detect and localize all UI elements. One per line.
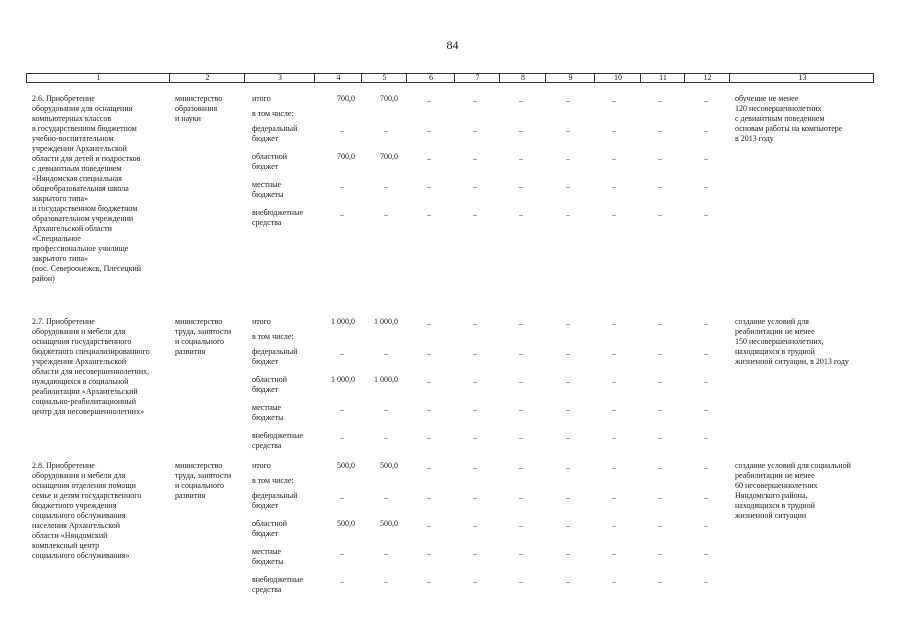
header-separator <box>640 74 641 82</box>
dash-col-7: – <box>473 521 477 530</box>
dash-col-11: – <box>658 126 662 135</box>
dash-col-6: – <box>427 577 431 586</box>
dash-col-12: – <box>704 577 708 586</box>
dash-col-5: – <box>384 405 388 414</box>
dash-col-6: – <box>427 182 431 191</box>
dash-col-5: – <box>384 210 388 219</box>
dash-col-12: – <box>704 319 708 328</box>
dash-col-11: – <box>658 182 662 191</box>
dash-col-5: – <box>384 349 388 358</box>
amount-col-4: 1 000,0 <box>331 375 355 384</box>
dash-col-11: – <box>658 521 662 530</box>
header-col-3: 3 <box>278 73 282 82</box>
dash-col-10: – <box>612 433 616 442</box>
dash-col-8: – <box>519 521 523 530</box>
amount-col-5: 1 000,0 <box>374 375 398 384</box>
dash-col-10: – <box>612 493 616 502</box>
dash-col-12: – <box>704 349 708 358</box>
header-col-6: 6 <box>429 73 433 82</box>
dash-col-9: – <box>566 154 570 163</box>
dash-col-4: – <box>340 349 344 358</box>
amount-col-5: 700,0 <box>380 152 398 161</box>
funding-source-regional: областной бюджет <box>252 519 288 538</box>
dash-col-10: – <box>612 549 616 558</box>
dash-col-9: – <box>566 182 570 191</box>
dash-col-7: – <box>473 96 477 105</box>
funding-source-extra: внебюджетные средства <box>252 208 303 227</box>
dash-col-7: – <box>473 549 477 558</box>
dash-col-8: – <box>519 210 523 219</box>
dash-col-4: – <box>340 126 344 135</box>
dash-col-9: – <box>566 210 570 219</box>
dash-col-7: – <box>473 377 477 386</box>
dash-col-12: – <box>704 182 708 191</box>
dash-col-10: – <box>612 210 616 219</box>
dash-col-8: – <box>519 433 523 442</box>
dash-col-12: – <box>704 493 708 502</box>
dash-col-7: – <box>473 210 477 219</box>
header-separator <box>545 74 546 82</box>
dash-col-5: – <box>384 126 388 135</box>
amount-col-5: 1 000,0 <box>374 317 398 326</box>
dash-col-10: – <box>612 349 616 358</box>
dash-col-9: – <box>566 493 570 502</box>
dash-col-9: – <box>566 377 570 386</box>
header-separator <box>729 74 730 82</box>
dash-col-7: – <box>473 319 477 328</box>
dash-col-6: – <box>427 210 431 219</box>
dash-col-12: – <box>704 463 708 472</box>
dash-col-5: – <box>384 549 388 558</box>
dash-col-11: – <box>658 210 662 219</box>
amount-col-5: 700,0 <box>380 94 398 103</box>
dash-col-7: – <box>473 433 477 442</box>
dash-col-8: – <box>519 182 523 191</box>
funding-source-federal: федеральный бюджет <box>252 347 298 366</box>
funding-source-local: местные бюджеты <box>252 547 284 566</box>
dash-col-9: – <box>566 405 570 414</box>
dash-col-12: – <box>704 154 708 163</box>
dash-col-10: – <box>612 182 616 191</box>
dash-col-6: – <box>427 96 431 105</box>
dash-col-10: – <box>612 126 616 135</box>
dash-col-7: – <box>473 463 477 472</box>
dash-col-9: – <box>566 349 570 358</box>
measure-title: 2.7. Приобретение оборудования и мебели для оснащения государственного бюджетного специализированного учреждения Архангельской области для несовершеннолетних, нуждающихся в социальной реабилитации «Архангельский социально-реабилитационный центр для несовершеннолетних» <box>32 317 150 416</box>
dash-col-7: – <box>473 154 477 163</box>
dash-col-7: – <box>473 405 477 414</box>
dash-col-6: – <box>427 463 431 472</box>
dash-col-9: – <box>566 433 570 442</box>
dash-col-10: – <box>612 405 616 414</box>
dash-col-12: – <box>704 433 708 442</box>
funding-source-extra: внебюджетные средства <box>252 575 303 594</box>
funding-source-regional: областной бюджет <box>252 152 288 171</box>
dash-col-9: – <box>566 521 570 530</box>
measure-title: 2.8. Приобретение оборудования и мебели для оснащения отделения помощи семье и детям государственного бюджетного учреждения социального обслуживания населения Архангельской области «Няндомский комплексный центр социального обслуживания» <box>32 461 142 560</box>
dash-col-5: – <box>384 182 388 191</box>
dash-col-12: – <box>704 377 708 386</box>
header-separator <box>314 74 315 82</box>
dash-col-10: – <box>612 377 616 386</box>
header-col-5: 5 <box>382 73 387 82</box>
funding-source-incl: в том числе: <box>252 109 294 118</box>
dash-col-8: – <box>519 493 523 502</box>
dash-col-12: – <box>704 549 708 558</box>
amount-col-5: 500,0 <box>380 461 398 470</box>
dash-col-8: – <box>519 463 523 472</box>
dash-col-5: – <box>384 493 388 502</box>
dash-col-10: – <box>612 96 616 105</box>
funding-source-incl: в том числе: <box>252 332 294 341</box>
dash-col-6: – <box>427 319 431 328</box>
header-col-2: 2 <box>205 73 210 82</box>
dash-col-11: – <box>658 549 662 558</box>
dash-col-8: – <box>519 577 523 586</box>
amount-col-4: 500,0 <box>337 519 355 528</box>
header-separator <box>684 74 685 82</box>
header-col-8: 8 <box>521 73 525 82</box>
header-col-4: 4 <box>336 73 341 82</box>
column-number-header <box>26 73 874 83</box>
funding-source-regional: областной бюджет <box>252 375 288 394</box>
dash-col-7: – <box>473 182 477 191</box>
dash-col-4: – <box>340 433 344 442</box>
header-separator <box>169 74 170 82</box>
header-col-11: 11 <box>659 73 667 82</box>
header-col-7: 7 <box>475 73 480 82</box>
dash-col-4: – <box>340 182 344 191</box>
dash-col-10: – <box>612 577 616 586</box>
dash-col-10: – <box>612 521 616 530</box>
measure-result: создание условий для социальной реабилитации не менее 60 несовершеннолетних Няндомского района, находящихся в трудной жизненной ситуации <box>735 461 851 520</box>
funding-source-local: местные бюджеты <box>252 180 284 199</box>
dash-col-4: – <box>340 549 344 558</box>
dash-col-6: – <box>427 549 431 558</box>
dash-col-11: – <box>658 433 662 442</box>
header-col-13: 13 <box>798 73 807 82</box>
amount-col-4: 500,0 <box>337 461 355 470</box>
header-separator <box>454 74 455 82</box>
dash-col-4: – <box>340 405 344 414</box>
funding-source-federal: федеральный бюджет <box>252 491 298 510</box>
funding-source-extra: внебюджетные средства <box>252 431 303 450</box>
dash-col-4: – <box>340 210 344 219</box>
dash-col-5: – <box>384 433 388 442</box>
header-separator <box>499 74 500 82</box>
header-separator <box>406 74 407 82</box>
dash-col-8: – <box>519 549 523 558</box>
amount-col-4: 700,0 <box>337 94 355 103</box>
dash-col-11: – <box>658 349 662 358</box>
dash-col-6: – <box>427 349 431 358</box>
header-col-12: 12 <box>703 73 712 82</box>
dash-col-8: – <box>519 349 523 358</box>
dash-col-8: – <box>519 319 523 328</box>
dash-col-7: – <box>473 577 477 586</box>
dash-col-8: – <box>519 96 523 105</box>
header-col-9: 9 <box>568 73 573 82</box>
dash-col-11: – <box>658 493 662 502</box>
measure-executor: министерство образования и науки <box>175 94 223 123</box>
funding-source-local: местные бюджеты <box>252 403 284 422</box>
dash-col-10: – <box>612 319 616 328</box>
dash-col-7: – <box>473 349 477 358</box>
dash-col-12: – <box>704 521 708 530</box>
dash-col-6: – <box>427 126 431 135</box>
dash-col-11: – <box>658 405 662 414</box>
header-separator <box>361 74 362 82</box>
dash-col-9: – <box>566 126 570 135</box>
dash-col-7: – <box>473 126 477 135</box>
dash-col-9: – <box>566 463 570 472</box>
dash-col-6: – <box>427 493 431 502</box>
header-separator <box>594 74 595 82</box>
amount-col-4: 1 000,0 <box>331 317 355 326</box>
header-col-10: 10 <box>614 73 622 82</box>
amount-col-4: 700,0 <box>337 152 355 161</box>
page-number: 84 <box>446 38 459 52</box>
dash-col-5: – <box>384 577 388 586</box>
dash-col-11: – <box>658 577 662 586</box>
dash-col-11: – <box>658 377 662 386</box>
dash-col-12: – <box>704 405 708 414</box>
dash-col-12: – <box>704 126 708 135</box>
dash-col-8: – <box>519 377 523 386</box>
dash-col-6: – <box>427 154 431 163</box>
header-separator <box>244 74 245 82</box>
dash-col-6: – <box>427 433 431 442</box>
funding-source-federal: федеральный бюджет <box>252 124 298 143</box>
dash-col-12: – <box>704 96 708 105</box>
dash-col-6: – <box>427 405 431 414</box>
funding-source-incl: в том числе: <box>252 476 294 485</box>
dash-col-11: – <box>658 154 662 163</box>
dash-col-10: – <box>612 154 616 163</box>
dash-col-10: – <box>612 463 616 472</box>
measure-result: обучение не менее 120 несовершеннолетних с девиантным поведением основам работы на компьютере в 2013 году <box>735 94 843 143</box>
measure-title: 2.6. Приобретение оборудования для оснащения компьютерных классов в государственном бюджетном учебно-воспитательном учреждении Архангельской области для детей и подростков с девиантным поведением «Няндомская специальная общеобразовательная школа закрытого типа» и государственном бюджетном образовательном учреждении Архангельской области «Специальное профессиональное училище закрытого типа» (пос. Североонежск, Плесецкий район) <box>32 94 142 283</box>
header-col-1: 1 <box>96 73 101 82</box>
dash-col-9: – <box>566 549 570 558</box>
dash-col-12: – <box>704 210 708 219</box>
dash-col-6: – <box>427 521 431 530</box>
dash-col-4: – <box>340 493 344 502</box>
funding-source-total: итого <box>252 461 271 470</box>
dash-col-4: – <box>340 577 344 586</box>
funding-source-total: итого <box>252 94 271 103</box>
dash-col-9: – <box>566 577 570 586</box>
funding-source-total: итого <box>252 317 271 326</box>
dash-col-11: – <box>658 96 662 105</box>
dash-col-11: – <box>658 319 662 328</box>
dash-col-11: – <box>658 463 662 472</box>
measure-executor: министерство труда, занятости и социального развития <box>175 317 232 356</box>
dash-col-9: – <box>566 319 570 328</box>
dash-col-8: – <box>519 154 523 163</box>
dash-col-9: – <box>566 96 570 105</box>
dash-col-8: – <box>519 126 523 135</box>
measure-result: создание условий для реабилитации не менее 150 несовершеннолетних, находящихся в трудной жизненной ситуации, в 2013 году <box>735 317 849 366</box>
dash-col-8: – <box>519 405 523 414</box>
amount-col-5: 500,0 <box>380 519 398 528</box>
measure-executor: министерство труда, занятости и социального развития <box>175 461 232 500</box>
dash-col-6: – <box>427 377 431 386</box>
dash-col-7: – <box>473 493 477 502</box>
